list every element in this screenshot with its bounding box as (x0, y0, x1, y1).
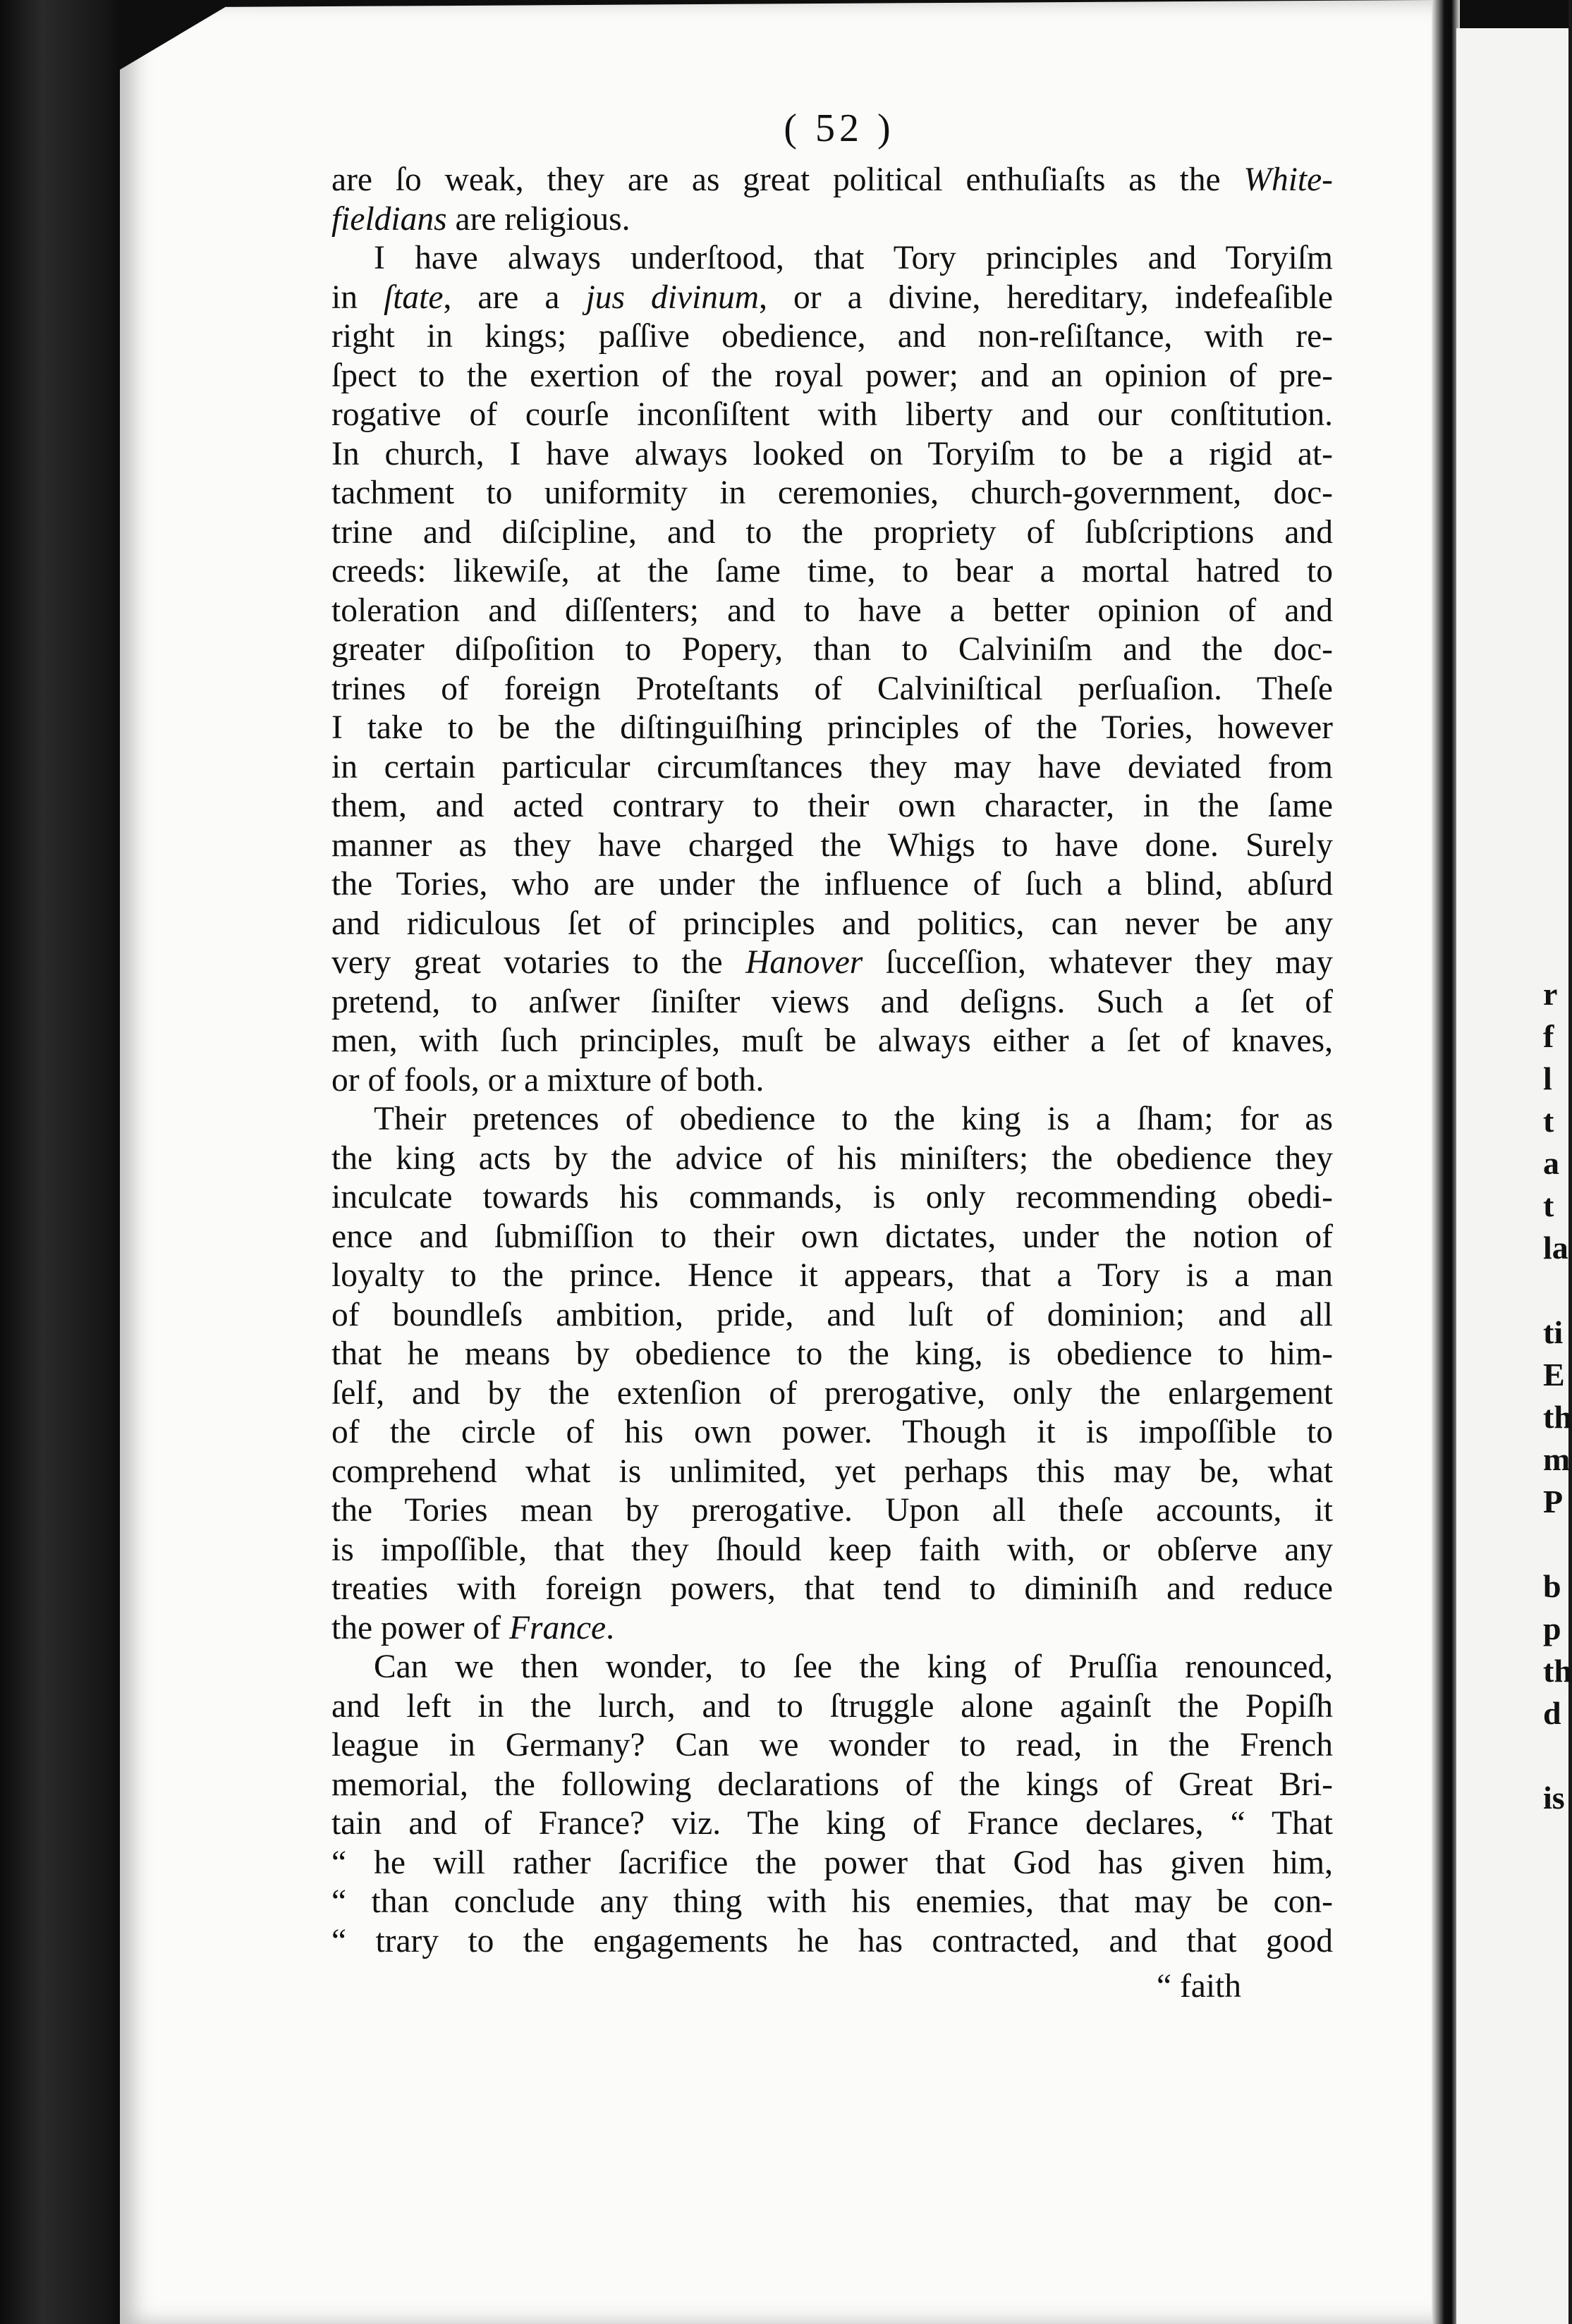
text-line (331, 1883, 1333, 1922)
text-line (331, 1100, 1333, 1139)
fragment-letter: a (1543, 1145, 1559, 1181)
text-line (331, 905, 1333, 944)
line-text: rogative of courſe inconſiſtent with liberty and our conſtitution. (331, 396, 1333, 433)
line-text: is impoſſible, that they ſhould keep faith with, or obſerve any (331, 1531, 1333, 1568)
line-text: manner as they have charged the Whigs to have done. Surely (331, 826, 1333, 864)
line-text: I take to be the diſtinguiſhing principles of the Tories, however (331, 709, 1333, 746)
line-text: loyalty to the prince. Hence it appears, that a Tory is a man (331, 1257, 1333, 1294)
line-text: In church, I have always looked on Toryiſm to be a rigid at- (331, 435, 1333, 472)
text-line (331, 552, 1333, 592)
line-text: and ridiculous ſet of principles and politics, can never be any (331, 905, 1333, 942)
italic-text: fieldians (331, 200, 447, 238)
line-text: are ſo weak, they are as great political enthuſiaſts as the (331, 161, 1244, 198)
line-text: men, with ſuch principles, muſt be always either a ſet of knaves, (331, 1022, 1333, 1059)
line-text: greater diſpoſition to Popery, than to Calviniſm and the doc- (331, 631, 1333, 668)
text-line (331, 1922, 1333, 1962)
text-line (331, 435, 1333, 475)
line-text: I have always underſtood, that Tory principles and Toryiſm (374, 240, 1333, 276)
text-line (331, 317, 1333, 357)
fragment-letter: E (1543, 1357, 1565, 1393)
text-line (331, 670, 1333, 709)
text-line (331, 161, 1333, 200)
line-text: ſpect to the exertion of the royal power; and an opinion of pre- (331, 357, 1333, 394)
line-text: them, and acted contrary to their own character, in the ſame (331, 788, 1333, 824)
fragment-letter (1543, 1523, 1571, 1565)
text-line (331, 200, 1333, 240)
text-line (331, 630, 1333, 670)
italic-text: Hanover (745, 944, 863, 981)
line-text: inculcate towards his commands, is only recommending obedi- (331, 1179, 1333, 1216)
text-line (331, 1296, 1333, 1335)
text-line (331, 1531, 1333, 1570)
text-line (331, 1335, 1333, 1374)
fragment-letter: ti (1543, 1314, 1564, 1350)
line-text: in certain particular circumſtances they may have deviated from (331, 748, 1333, 785)
text-line (331, 1648, 1333, 1687)
fragment-letter: t (1543, 1103, 1554, 1139)
fragment-letter: p (1543, 1610, 1561, 1646)
page-number: ( 52 ) (784, 106, 895, 150)
line-text: . (606, 1609, 614, 1646)
text-line (331, 1061, 1333, 1101)
line-text: of the circle of his own power. Though it is impoſſible to (331, 1414, 1333, 1450)
text-line (331, 748, 1333, 788)
line-text: , or a divine, hereditary, indefeaſible (759, 279, 1333, 316)
text-line (331, 1726, 1333, 1766)
line-text: or of fools, or a mixture of both. (331, 1061, 764, 1099)
fragment-letter (1543, 1269, 1571, 1311)
line-text: , are a (443, 279, 586, 316)
fragment-letter: th (1543, 1399, 1572, 1435)
line-text: very great votaries to the (331, 944, 746, 981)
fragment-letter: la (1543, 1230, 1568, 1266)
fragment-letter: b (1543, 1568, 1561, 1604)
fragment-letter: P (1543, 1484, 1564, 1519)
line-text: that he means by obedience to the king, is obedience to him- (331, 1335, 1333, 1372)
text-line (331, 592, 1333, 631)
line-text: of boundleſs ambition, pride, and luſt of dominion; and all (331, 1296, 1333, 1333)
text-line (331, 787, 1333, 826)
line-text: ſelf, and by the extenſion of prerogative, only the enlargement (331, 1374, 1333, 1412)
line-text: in (331, 279, 384, 316)
fragment-letter: f (1543, 1018, 1554, 1054)
line-text: the king acts by the advice of his miniſters; the obedience they (331, 1139, 1333, 1177)
italic-text: France (508, 1609, 607, 1646)
fragment-letter: t (1543, 1187, 1554, 1223)
text-line (331, 474, 1333, 513)
italic-text: ſtate (384, 279, 444, 316)
fragment-letter: r (1543, 976, 1558, 1012)
line-text: memorial, the following declarations of the kings of Great Bri- (331, 1766, 1333, 1803)
fragment-letter: th (1543, 1653, 1572, 1689)
line-text: ſucceſſion, whatever they may (863, 944, 1334, 981)
line-text: Can we then wonder, to ſee the king of Pruſſia renounced, (374, 1649, 1333, 1685)
text-line (331, 826, 1333, 866)
text-line (331, 239, 1333, 279)
text-line (331, 1766, 1333, 1805)
text-line (331, 1804, 1333, 1844)
text-line (331, 1022, 1333, 1061)
line-text: creeds: likewiſe, at the ſame time, to bear a mortal hatred to (331, 553, 1333, 589)
fragment-letter: l (1543, 1060, 1552, 1096)
text-line (331, 1413, 1333, 1452)
facing-page-text-fragments (1543, 973, 1571, 1819)
body-text (331, 161, 1333, 1961)
text-line (331, 1218, 1333, 1257)
line-text: treaties with foreign powers, that tend to diminiſh and reduce (331, 1570, 1333, 1607)
italic-text: jus divinum (585, 279, 760, 316)
line-text: “ than conclude any thing with his enemies, that may be con- (331, 1883, 1333, 1920)
text-line (331, 513, 1333, 553)
text-line (331, 1844, 1333, 1883)
fragment-letter (1543, 1735, 1571, 1777)
line-text: the Tories, who are under the influence of ſuch a blind, abſurd (331, 866, 1333, 903)
line-text: “ he will rather ſacrifice the power that God has given him, (331, 1844, 1333, 1881)
text-line (331, 1609, 1333, 1649)
text-line (331, 983, 1333, 1022)
text-line (331, 1374, 1333, 1414)
book-gutter (1432, 0, 1460, 2324)
line-text: the power of (331, 1609, 509, 1646)
text-line (331, 1178, 1333, 1218)
fragment-letter: is (1543, 1780, 1565, 1816)
line-text: Their pretences of obedience to the king is a ſham; for as (374, 1101, 1333, 1137)
line-text: the Tories mean by prerogative. Upon all theſe accounts, it (331, 1492, 1333, 1529)
fragment-letter: d (1543, 1695, 1561, 1731)
line-text: league in Germany? Can we wonder to read, in the French (331, 1727, 1333, 1763)
text-line (331, 865, 1333, 905)
line-text: trines of foreign Proteſtants of Calviniſtical perſuaſion. Theſe (331, 670, 1333, 707)
text-line (331, 1139, 1333, 1179)
text-line (331, 1491, 1333, 1531)
line-text: “ trary to the engagements he has contracted, and that good (331, 1922, 1333, 1959)
line-text: tachment to uniformity in ceremonies, church-government, doc- (331, 475, 1333, 511)
text-line (331, 1687, 1333, 1727)
text-line (331, 1256, 1333, 1296)
catchword: “ faith (1157, 1968, 1242, 2005)
text-line (331, 279, 1333, 318)
line-text: and left in the lurch, and to ſtruggle alone againſt the Popiſh (331, 1687, 1333, 1725)
text-line (331, 1570, 1333, 1609)
line-text: toleration and diſſenters; and to have a better opinion of and (331, 592, 1333, 629)
text-line (331, 396, 1333, 435)
line-text: comprehend what is unlimited, yet perhaps this may be, what (331, 1452, 1333, 1490)
line-text: trine and diſcipline, and to the propriety of ſubſcriptions and (331, 513, 1333, 551)
italic-text: White- (1243, 161, 1333, 198)
text-line (331, 709, 1333, 748)
line-text: ence and ſubmiſſion to their own dictates, under the notion of (331, 1218, 1333, 1255)
fragment-letter: m (1543, 1441, 1571, 1477)
line-text: pretend, to anſwer ſiniſter views and deſigns. Such a ſet of (331, 983, 1333, 1020)
text-line (331, 357, 1333, 396)
line-text: right in kings; paſſive obedience, and non-reſiſtance, with re- (331, 318, 1333, 355)
text-line (331, 1452, 1333, 1492)
line-text: tain and of France? viz. The king of France declares, “ That (331, 1805, 1333, 1842)
line-text: are religious. (446, 200, 630, 238)
text-line (331, 943, 1333, 983)
